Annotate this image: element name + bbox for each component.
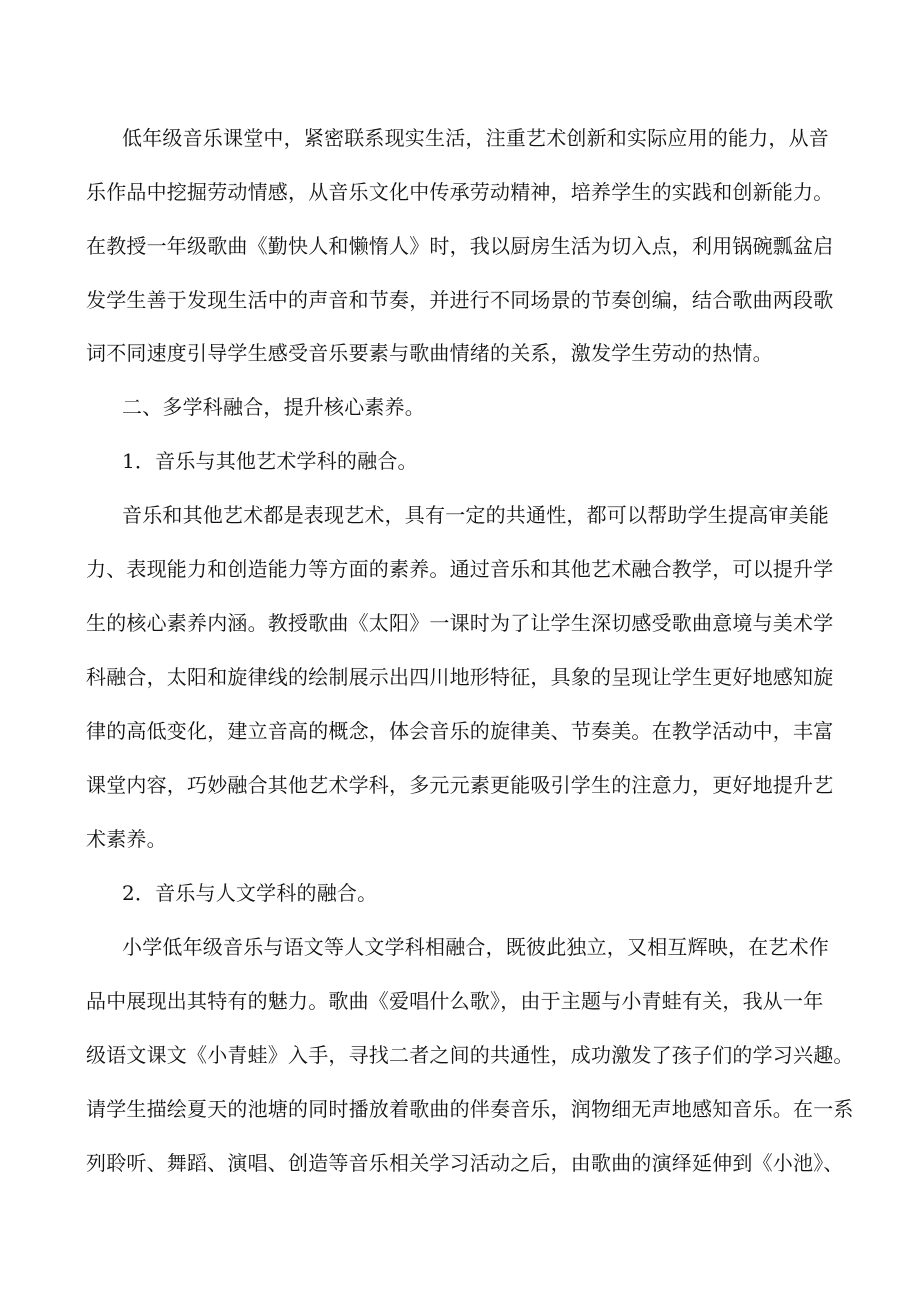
text-line: 请学生描绘夏天的池塘的同时播放着歌曲的伴奏音乐，润物细无声地感知音乐。在一系	[86, 1097, 854, 1121]
text-line: 生的核心素养内涵。教授歌曲《太阳》一课时为了让学生深切感受歌曲意境与美术学	[86, 611, 834, 635]
text-line: 级语文课文《小青蛙》入手，寻找二者之间的共通性，成功激发了孩子们的学习兴趣。	[86, 1043, 854, 1067]
text-line: 小学低年级音乐与语文等人文学科相融合，既彼此独立，又相互辉映，在艺术作	[122, 935, 829, 959]
section-heading: 二、多学科融合，提升核心素养。	[122, 395, 425, 419]
text-line: 音乐和其他艺术都是表现艺术，具有一定的共通性，都可以帮助学生提高审美能	[122, 503, 829, 527]
text-line: 低年级音乐课堂中，紧密联系现实生活，注重艺术创新和实际应用的能力，从音	[122, 126, 829, 150]
text-line: 发学生善于发现生活中的声音和节奏，并进行不同场景的节奏创编，结合歌曲两段歌	[86, 288, 834, 312]
text-line: 词不同速度引导学生感受音乐要素与歌曲情绪的关系，激发学生劳动的热情。	[86, 341, 773, 365]
text-line: 力、表现能力和创造能力等方面的素养。通过音乐和其他艺术融合教学，可以提升学	[86, 557, 834, 581]
text-line: 在教授一年级歌曲《勤快人和懒惰人》时，我以厨房生活为切入点，利用锅碗瓢盆启	[86, 234, 834, 258]
text-line: 乐作品中挖掘劳动情感，从音乐文化中传承劳动精神，培养学生的实践和创新能力。	[86, 180, 834, 204]
text-line: 科融合，太阳和旋律线的绘制展示出四川地形特征，具象的呈现让学生更好地感知旋	[86, 665, 834, 689]
text-line: 课堂内容，巧妙融合其他艺术学科，多元元素更能吸引学生的注意力，更好地提升艺	[86, 773, 834, 797]
text-line: 列聆听、舞蹈、演唱、创造等音乐相关学习活动之后，由歌曲的演绎延伸到《小池》、	[86, 1151, 844, 1175]
text-line: 品中展现出其特有的魅力。歌曲《爱唱什么歌》，由于主题与小青蛙有关，我从一年	[86, 989, 824, 1013]
text-line: 术素养。	[86, 827, 167, 851]
text-line: 律的高低变化，建立音高的概念，体会音乐的旋律美、节奏美。在教学活动中，丰富	[86, 719, 834, 743]
subsection-heading: 1．音乐与其他艺术学科的融合。	[122, 449, 418, 473]
subsection-heading: 2．音乐与人文学科的融合。	[122, 881, 378, 905]
